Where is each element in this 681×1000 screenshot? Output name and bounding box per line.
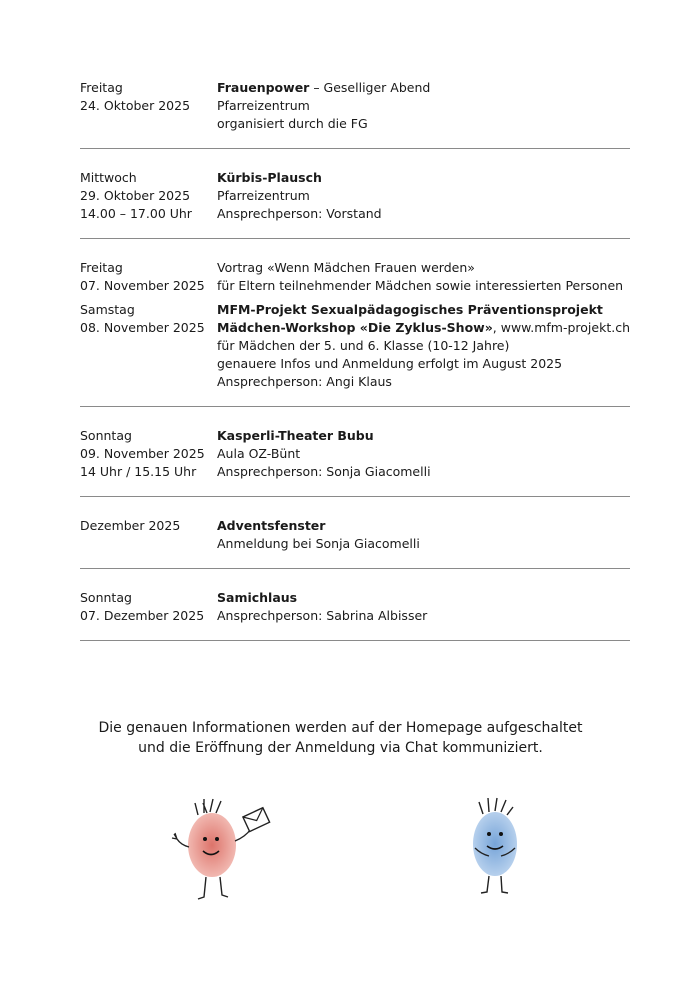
event-title: Adventsfenster (217, 518, 326, 533)
event-title: Kasperli-Theater Bubu (217, 428, 374, 443)
event-title: Frauenpower (217, 80, 310, 95)
event-row (80, 239, 630, 407)
event-row (80, 569, 630, 641)
event-date: Samstag 08. November 2025 (80, 302, 205, 335)
event-date: Dezember 2025 (80, 518, 181, 533)
event-date: Freitag 07. November 2025 (80, 260, 205, 293)
event-title: Samichlaus (217, 590, 298, 605)
event-info: Adventsfenster Anmeldung bei Sonja Giacomelli (217, 517, 630, 553)
event-date: Freitag 24. Oktober 2025 (80, 80, 191, 113)
event-date: Sonntag 07. Dezember 2025 (80, 590, 205, 623)
footer-note: Die genauen Informationen werden auf der Homepage aufgeschaltet und die Eröffnung der Anmeldung via Chat kommuniziert. (98, 720, 583, 756)
event-row (80, 72, 630, 149)
event-info: MFM-Projekt Sexualpädagogisches Präventionsprojekt Mädchen-Workshop «Die Zyklus-Show», www.mfm-projekt.ch für Mädchen der 5. und 6. Klasse (10-12 Jahre) genauere Infos und Anmeldung erfolgt im August 2025 Ansprechperson: Angi Klaus (217, 302, 631, 389)
event-title-line: Mädchen-Workshop «Die Zyklus-Show», www.mfm-projekt.ch (217, 320, 631, 335)
event-row (80, 149, 630, 239)
event-row (80, 407, 630, 497)
event-info: Kürbis-Plausch Pfarreizentrum Ansprechperson: Vorstand (217, 169, 630, 223)
event-info: Samichlaus Ansprechperson: Sabrina Albisser (217, 589, 630, 625)
event-list (80, 72, 630, 641)
event-title-line: Frauenpower – Geselliger Abend (217, 80, 431, 95)
event-date: Mittwoch 29. Oktober 2025 14.00 – 17.00 Uhr (80, 170, 192, 221)
event-info: Vortrag «Wenn Mädchen Frauen werden» für Eltern teilnehmender Mädchen sowie interessierten Personen (217, 260, 624, 293)
event-info: Frauenpower – Geselliger Abend Pfarreizentrum organisiert durch die FG (217, 79, 630, 133)
blue-figure-illustration (455, 792, 535, 902)
red-figure-illustration (160, 795, 280, 905)
event-row (80, 497, 630, 569)
event-title: Kürbis-Plausch (217, 170, 322, 185)
event-info: Kasperli-Theater Bubu Aula OZ-Bünt Ansprechperson: Sonja Giacomelli (217, 427, 630, 481)
event-title: MFM-Projekt Sexualpädagogisches Präventionsprojekt (217, 302, 603, 317)
event-date: Sonntag 09. November 2025 14 Uhr / 15.15 Uhr (80, 428, 205, 479)
